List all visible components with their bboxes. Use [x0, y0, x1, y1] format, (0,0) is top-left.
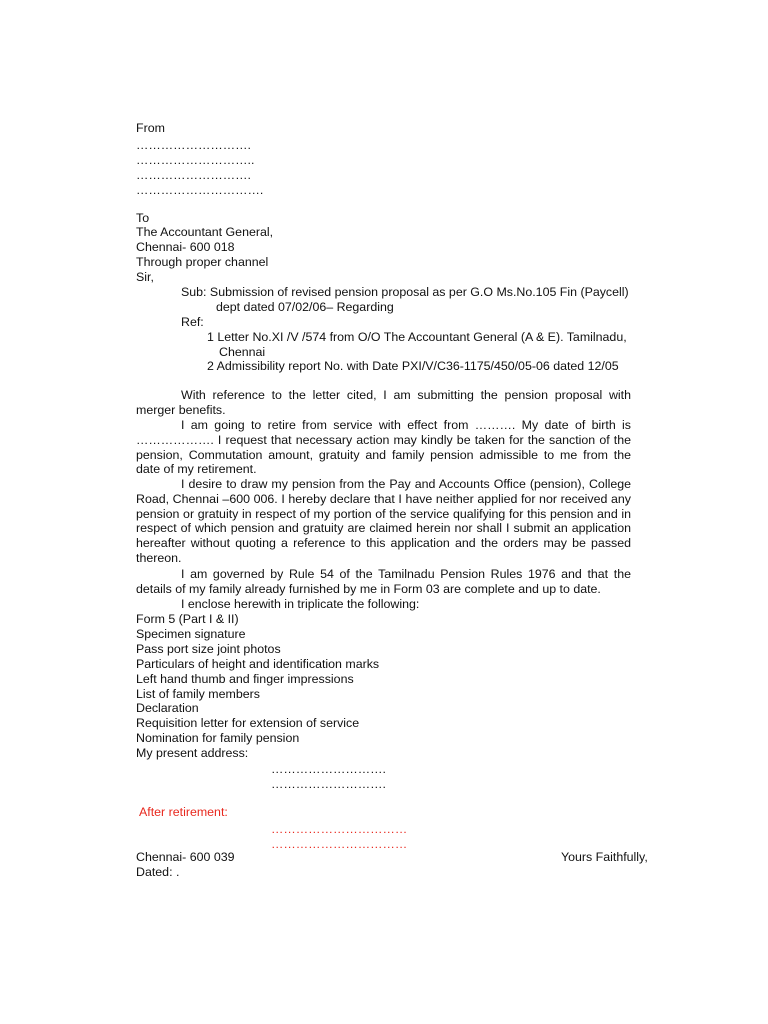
enclosure-item: Form 5 (Part I & II): [136, 612, 239, 626]
enclosure-item: List of family members: [136, 687, 260, 701]
body-paragraph-4: [136, 567, 631, 597]
from-label: From: [136, 121, 165, 135]
ref-label: Ref:: [181, 315, 204, 329]
from-line-2: ………………………..: [136, 153, 255, 167]
from-line-3: ……………………….: [136, 168, 251, 182]
body-paragraph-1: [136, 388, 631, 418]
enclosure-item: Requisition letter for extension of service: [136, 716, 360, 730]
ref-item-2: 2 Admissibility report No. with Date PXI/V/C36-1175/450/05-06 dated 12/05: [207, 359, 619, 373]
body-paragraph-1-text: With reference to the letter cited, I am submitting the pension proposal with merger benefits.: [136, 388, 631, 417]
to-line-2: Chennai- 600 018: [136, 240, 235, 254]
from-line-4: ………………………….: [136, 183, 264, 197]
body-paragraph-2: [136, 418, 631, 477]
ref-item-1: 1 Letter No.XI /V /574 from O/O The Accountant General (A & E). Tamilnadu,: [207, 330, 627, 344]
present-address-label: My present address:: [136, 746, 249, 760]
subject-line-2: dept dated 07/02/06– Regarding: [216, 300, 394, 314]
from-line-1: ……………………….: [136, 138, 251, 152]
enclosure-item: Specimen signature: [136, 627, 246, 641]
body-paragraph-2-text: I am going to retire from service with effect from ………. My date of birth is ………………. I request that necessary action may kindly be taken for the sanction of the pension, Commutation amount, gratuity and family pension admissible to me from the date of my retirement.: [136, 418, 631, 477]
to-line-1: The Accountant General,: [136, 225, 274, 239]
present-address-line-1: ……………………….: [271, 762, 386, 776]
to-line-3: Through proper channel: [136, 255, 269, 269]
enclosure-item: Nomination for family pension: [136, 731, 300, 745]
after-retirement-line-1: ……………………………: [271, 822, 408, 836]
enclosure-item: Pass port size joint photos: [136, 642, 281, 656]
body-paragraph-4-text: I am governed by Rule 54 of the Tamilnadu Pension Rules 1976 and that the details of my family already furnished by me in Form 03 are complete and up to date.: [136, 567, 631, 596]
ref-item-1-cont: Chennai: [219, 345, 266, 359]
after-retirement-label: After retirement:: [139, 805, 228, 819]
subject-line-1: Sub: Submission of revised pension proposal as per G.O Ms.No.105 Fin (Paycell): [181, 285, 629, 299]
footer-place: Chennai- 600 039: [136, 850, 235, 864]
salutation: Sir,: [136, 270, 154, 284]
present-address-line-2: ……………………….: [271, 777, 386, 791]
dated-line: Dated: .: [136, 865, 180, 879]
body-paragraph-5: I enclose herewith in triplicate the following:: [181, 597, 420, 611]
body-paragraph-3: [136, 477, 631, 566]
after-retirement-line-2: ……………………………: [271, 837, 408, 851]
closing: Yours Faithfully,: [561, 850, 648, 864]
enclosure-item: Particulars of height and identification marks: [136, 657, 380, 671]
enclosure-item: Declaration: [136, 701, 199, 715]
to-label: To: [136, 211, 150, 225]
enclosure-item: Left hand thumb and finger impressions: [136, 672, 354, 686]
body-paragraph-3-text: I desire to draw my pension from the Pay and Accounts Office (pension), College Road, Chennai –600 006. I hereby declare that I have neither applied for nor received any pension or gratuity in respect of my portion of the service qualifying for this pension and in respect of which pension and gratuity are claimed herein nor shall I submit an application hereafter without quoting a reference to this application and the orders may be passed thereon.: [136, 477, 631, 565]
